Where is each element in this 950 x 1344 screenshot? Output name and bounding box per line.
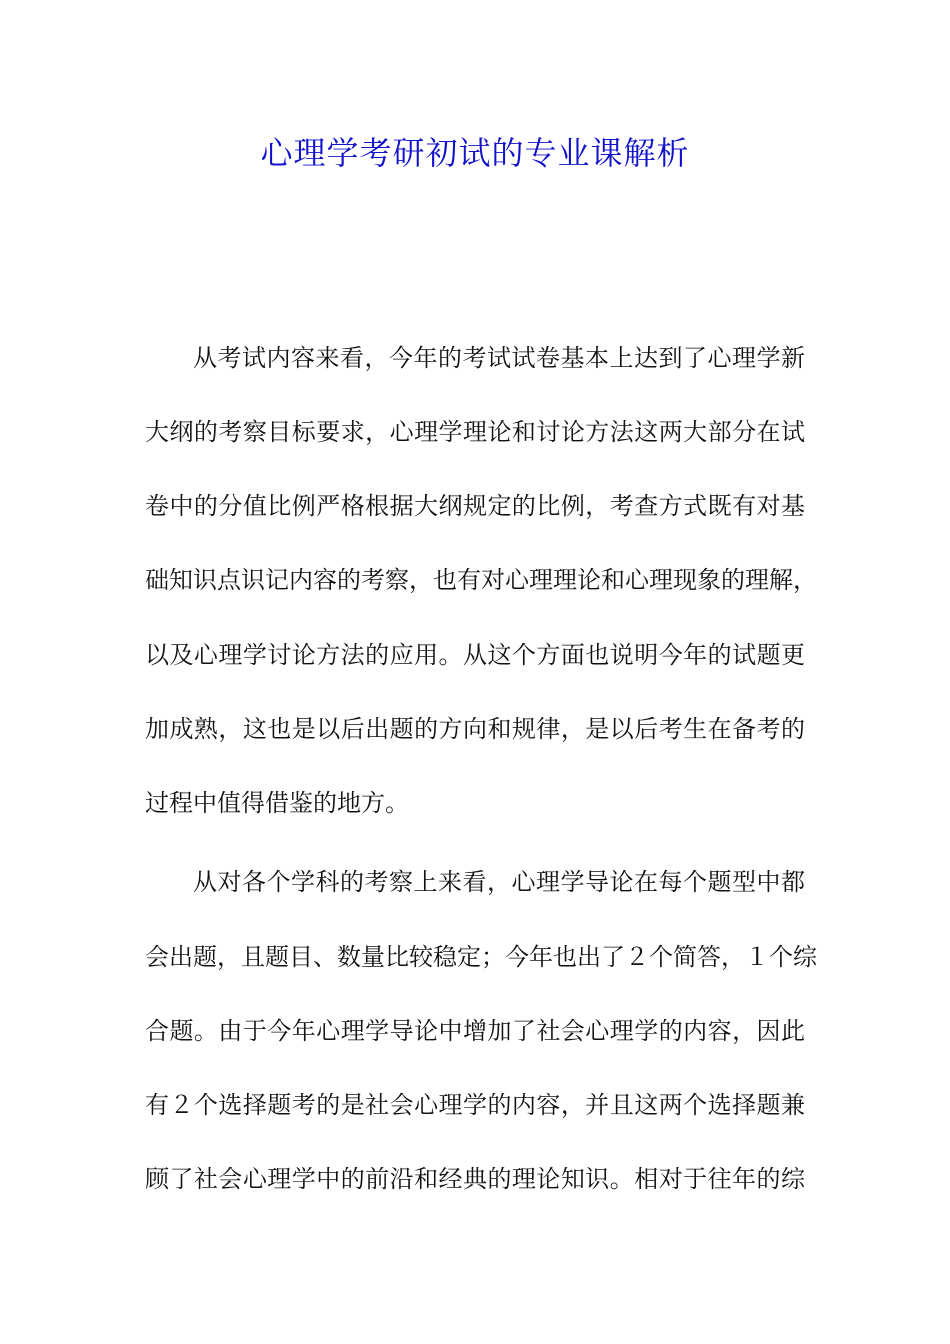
paragraph-line: 从考试内容来看，今年的考试试卷基本上达到了心理学新 <box>193 344 805 372</box>
paragraph-line: 以及心理学讨论方法的应用。从这个方面也说明今年的试题更 <box>145 641 805 669</box>
paragraph-line: 础知识点识记内容的考察，也有对心理理论和心理现象的理解， <box>145 566 817 594</box>
paragraph-line: 会出题，且题目、数量比较稳定；今年也出了２个简答，１个综 <box>145 943 817 971</box>
paragraph-line: 过程中值得借鉴的地方。 <box>145 789 409 817</box>
paragraph-2 <box>145 864 817 1204</box>
paragraph-line: 加成熟，这也是以后出题的方向和规律，是以后考生在备考的 <box>145 715 805 743</box>
paragraph-line: 大纲的考察目标要求，心理学理论和讨论方法这两大部分在试 <box>145 418 805 446</box>
paragraph-line: 有２个选择题考的是社会心理学的内容，并且这两个选择题兼 <box>145 1091 805 1119</box>
paragraph-line: 顾了社会心理学中的前沿和经典的理论知识。相对于往年的综 <box>145 1165 805 1193</box>
paragraph-1 <box>145 340 817 817</box>
paragraph-line: 从对各个学科的考察上来看，心理学导论在每个题型中都 <box>193 868 805 896</box>
paragraph-line: 卷中的分值比例严格根据大纲规定的比例，考查方式既有对基 <box>145 492 805 520</box>
paragraph-line: 合题。由于今年心理学导论中增加了社会心理学的内容，因此 <box>145 1017 805 1045</box>
document-title: 心理学考研初试的专业课解析 <box>260 134 690 172</box>
